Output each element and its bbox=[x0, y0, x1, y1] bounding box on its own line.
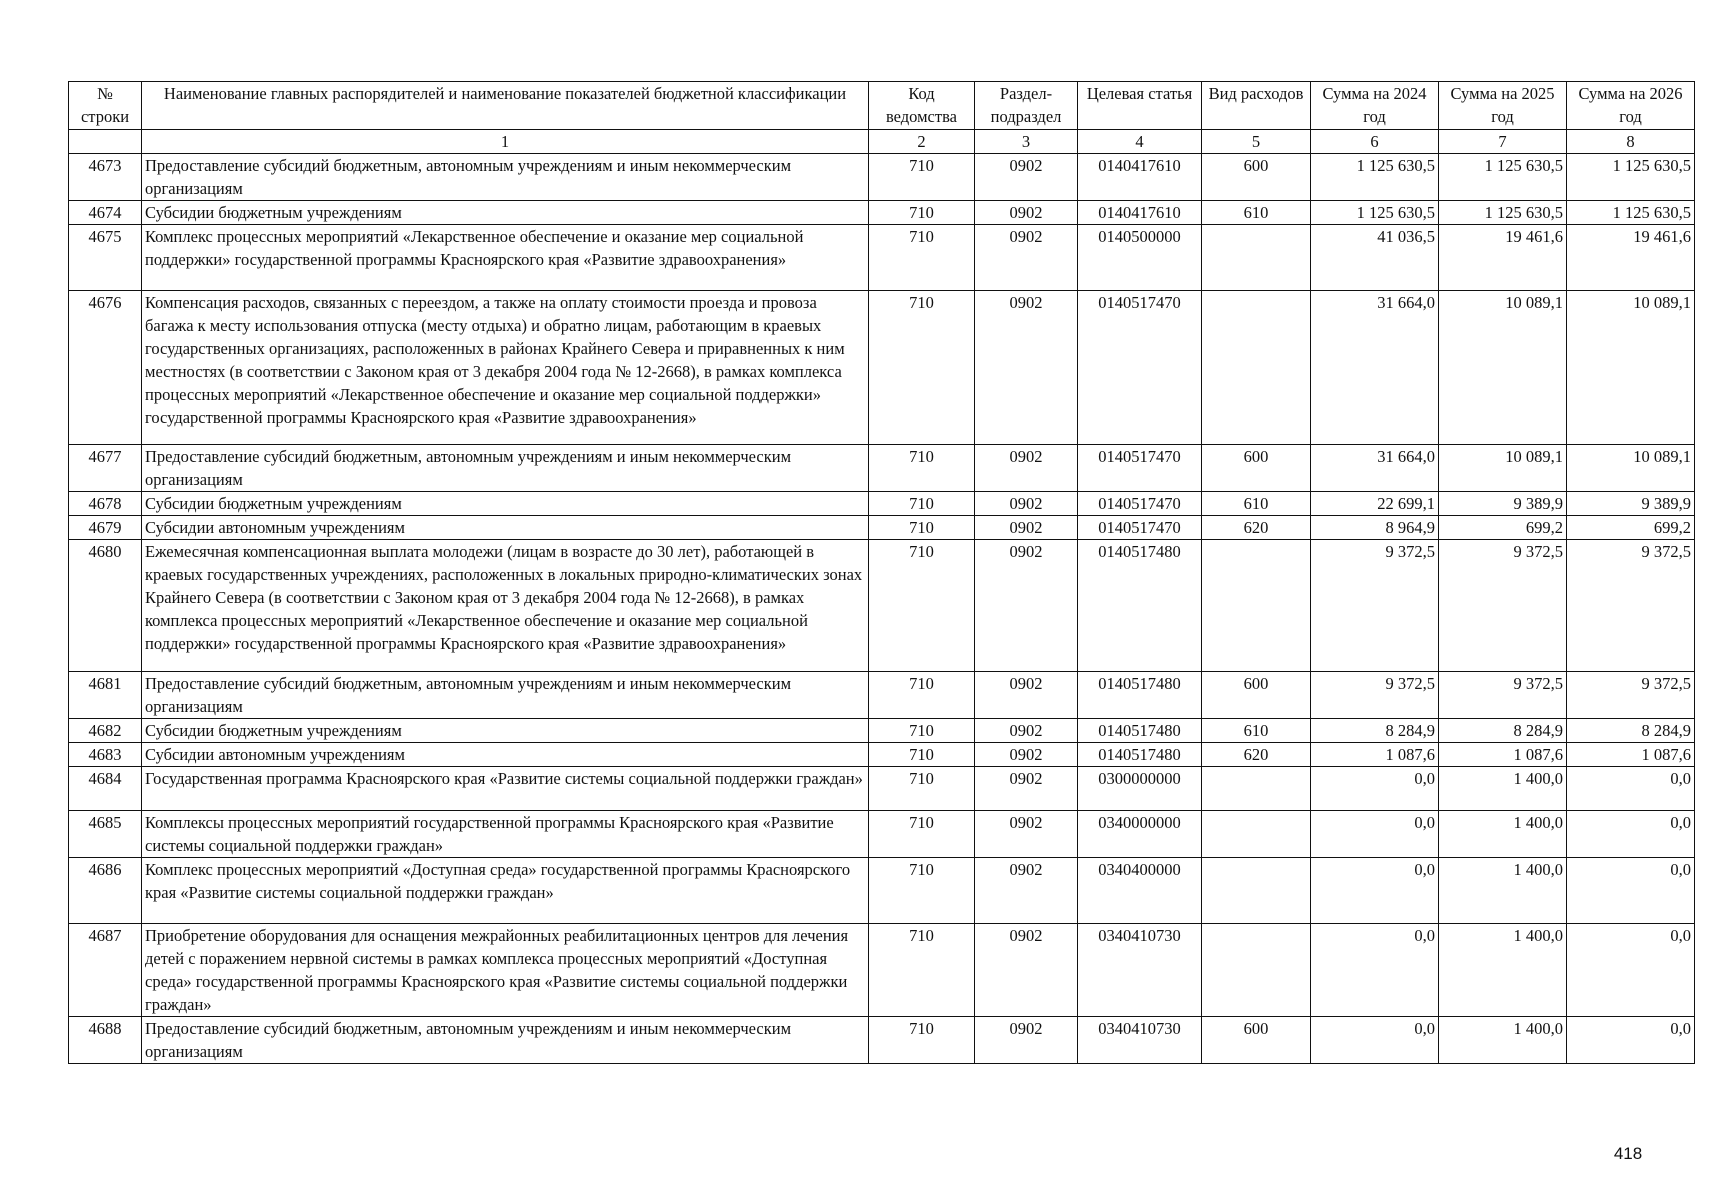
row-number: 4673 bbox=[69, 154, 142, 201]
row-section: 0902 bbox=[975, 743, 1078, 767]
row-name: Ежемесячная компенсационная выплата молодежи (лицам в возрасте до 30 лет), работающей в краевых государственных учреждениях, расположенных в локальных природно-климатических зонах Крайнего Севера (в соответствии с Законом края от 3 декабря 2004 года № 12-2668), в рамках комплекса процессных мероприятий «Лекарственное обеспечение и оказание мер социальной поддержки» государственной программы Красноярского края «Развитие здравоохранения» bbox=[142, 540, 869, 672]
budget-table bbox=[68, 81, 1695, 1064]
row-department-code: 710 bbox=[869, 924, 975, 1017]
page-number: 418 bbox=[1613, 1144, 1643, 1163]
row-name: Предоставление субсидий бюджетным, автономным учреждениям и иным некоммерческим организациям bbox=[142, 672, 869, 719]
row-name: Предоставление субсидий бюджетным, автономным учреждениям и иным некоммерческим организациям bbox=[142, 1017, 869, 1064]
row-target-article: 0140417610 bbox=[1078, 201, 1202, 225]
column-number: 3 bbox=[975, 130, 1078, 154]
row-section: 0902 bbox=[975, 811, 1078, 858]
table-row bbox=[69, 291, 1695, 445]
row-sum-2026: 0,0 bbox=[1567, 924, 1695, 1017]
row-number: 4683 bbox=[69, 743, 142, 767]
row-sum-2024: 22 699,1 bbox=[1311, 492, 1439, 516]
row-sum-2025: 8 284,9 bbox=[1439, 719, 1567, 743]
row-department-code: 710 bbox=[869, 672, 975, 719]
row-name: Комплекс процессных мероприятий «Лекарственное обеспечение и оказание мер социальной поддержки» государственной программы Красноярского края «Развитие здравоохранения» bbox=[142, 225, 869, 291]
row-target-article: 0140417610 bbox=[1078, 154, 1202, 201]
row-section: 0902 bbox=[975, 672, 1078, 719]
row-sum-2025: 1 400,0 bbox=[1439, 811, 1567, 858]
row-number: 4687 bbox=[69, 924, 142, 1017]
row-target-article: 0140517480 bbox=[1078, 672, 1202, 719]
row-sum-2026: 0,0 bbox=[1567, 811, 1695, 858]
header-name: Наименование главных распорядителей и наименование показателей бюджетной классификации bbox=[142, 82, 869, 130]
row-sum-2025: 1 125 630,5 bbox=[1439, 201, 1567, 225]
row-sum-2026: 1 087,6 bbox=[1567, 743, 1695, 767]
row-expense-type: 610 bbox=[1202, 492, 1311, 516]
row-number: 4676 bbox=[69, 291, 142, 445]
row-sum-2024: 9 372,5 bbox=[1311, 672, 1439, 719]
row-number: 4675 bbox=[69, 225, 142, 291]
column-number: 7 bbox=[1439, 130, 1567, 154]
header-code: Код ведомства bbox=[869, 82, 975, 130]
row-expense-type: 600 bbox=[1202, 1017, 1311, 1064]
row-target-article: 0340410730 bbox=[1078, 924, 1202, 1017]
table-row bbox=[69, 540, 1695, 672]
row-sum-2025: 1 087,6 bbox=[1439, 743, 1567, 767]
row-department-code: 710 bbox=[869, 540, 975, 672]
row-sum-2024: 0,0 bbox=[1311, 924, 1439, 1017]
row-department-code: 710 bbox=[869, 291, 975, 445]
row-target-article: 0340000000 bbox=[1078, 811, 1202, 858]
row-sum-2024: 31 664,0 bbox=[1311, 291, 1439, 445]
row-sum-2026: 19 461,6 bbox=[1567, 225, 1695, 291]
row-section: 0902 bbox=[975, 858, 1078, 924]
row-department-code: 710 bbox=[869, 1017, 975, 1064]
column-number: 1 bbox=[142, 130, 869, 154]
row-section: 0902 bbox=[975, 516, 1078, 540]
row-sum-2024: 0,0 bbox=[1311, 1017, 1439, 1064]
table-row bbox=[69, 672, 1695, 719]
column-number: 4 bbox=[1078, 130, 1202, 154]
row-section: 0902 bbox=[975, 492, 1078, 516]
table-row bbox=[69, 858, 1695, 924]
row-sum-2026: 8 284,9 bbox=[1567, 719, 1695, 743]
column-number: 5 bbox=[1202, 130, 1311, 154]
row-sum-2025: 1 400,0 bbox=[1439, 1017, 1567, 1064]
row-sum-2024: 41 036,5 bbox=[1311, 225, 1439, 291]
row-number: 4684 bbox=[69, 767, 142, 811]
header-section: Раздел-подраздел bbox=[975, 82, 1078, 130]
row-department-code: 710 bbox=[869, 225, 975, 291]
row-expense-type bbox=[1202, 767, 1311, 811]
header-target: Целевая статья bbox=[1078, 82, 1202, 130]
row-name: Субсидии бюджетным учреждениям bbox=[142, 492, 869, 516]
row-sum-2026: 10 089,1 bbox=[1567, 291, 1695, 445]
column-number: 6 bbox=[1311, 130, 1439, 154]
row-name: Приобретение оборудования для оснащения межрайонных реабилитационных центров для лечения детей с поражением нервной системы в рамках комплекса процессных мероприятий «Доступная среда» государственной программы Красноярского края «Развитие системы социальной поддержки граждан» bbox=[142, 924, 869, 1017]
row-target-article: 0140517470 bbox=[1078, 445, 1202, 492]
row-sum-2024: 0,0 bbox=[1311, 811, 1439, 858]
row-number: 4680 bbox=[69, 540, 142, 672]
row-sum-2026: 10 089,1 bbox=[1567, 445, 1695, 492]
row-number: 4677 bbox=[69, 445, 142, 492]
row-sum-2026: 9 389,9 bbox=[1567, 492, 1695, 516]
row-target-article: 0140517480 bbox=[1078, 540, 1202, 672]
header-sum2026: Сумма на 2026 год bbox=[1567, 82, 1695, 130]
row-number: 4682 bbox=[69, 719, 142, 743]
row-sum-2025: 9 372,5 bbox=[1439, 540, 1567, 672]
row-expense-type bbox=[1202, 811, 1311, 858]
row-sum-2026: 9 372,5 bbox=[1567, 540, 1695, 672]
row-expense-type bbox=[1202, 540, 1311, 672]
row-department-code: 710 bbox=[869, 743, 975, 767]
row-target-article: 0140517470 bbox=[1078, 492, 1202, 516]
table-row bbox=[69, 225, 1695, 291]
row-expense-type: 610 bbox=[1202, 719, 1311, 743]
row-department-code: 710 bbox=[869, 154, 975, 201]
row-name: Компенсация расходов, связанных с переездом, а также на оплату стоимости проезда и провоза багажа к месту использования отпуска (месту отдыха) и обратно лицам, работающим в краевых государственных организациях, расположенных в районах Крайнего Севера и приравненных к ним местностях (в соответствии с Законом края от 3 декабря 2004 года № 12-2668), в рамках комплекса процессных мероприятий «Лекарственное обеспечение и оказание мер социальной поддержки» государственной программы Красноярского края «Развитие здравоохранения» bbox=[142, 291, 869, 445]
row-sum-2025: 9 372,5 bbox=[1439, 672, 1567, 719]
row-number: 4681 bbox=[69, 672, 142, 719]
row-expense-type: 620 bbox=[1202, 743, 1311, 767]
row-name: Субсидии бюджетным учреждениям bbox=[142, 201, 869, 225]
row-name: Субсидии автономным учреждениям bbox=[142, 516, 869, 540]
header-sum2025: Сумма на 2025 год bbox=[1439, 82, 1567, 130]
column-number-blank bbox=[69, 130, 142, 154]
budget-table-container bbox=[68, 81, 1695, 1064]
row-expense-type: 610 bbox=[1202, 201, 1311, 225]
row-sum-2024: 1 087,6 bbox=[1311, 743, 1439, 767]
row-sum-2025: 9 389,9 bbox=[1439, 492, 1567, 516]
row-section: 0902 bbox=[975, 540, 1078, 672]
row-number: 4688 bbox=[69, 1017, 142, 1064]
row-sum-2024: 1 125 630,5 bbox=[1311, 201, 1439, 225]
row-sum-2026: 699,2 bbox=[1567, 516, 1695, 540]
row-expense-type bbox=[1202, 924, 1311, 1017]
row-sum-2026: 0,0 bbox=[1567, 767, 1695, 811]
row-name: Государственная программа Красноярского края «Развитие системы социальной поддержки граждан» bbox=[142, 767, 869, 811]
table-row bbox=[69, 719, 1695, 743]
row-department-code: 710 bbox=[869, 719, 975, 743]
row-name: Предоставление субсидий бюджетным, автономным учреждениям и иным некоммерческим организациям bbox=[142, 445, 869, 492]
row-target-article: 0140517470 bbox=[1078, 291, 1202, 445]
row-sum-2024: 8 284,9 bbox=[1311, 719, 1439, 743]
row-department-code: 710 bbox=[869, 516, 975, 540]
row-sum-2025: 10 089,1 bbox=[1439, 291, 1567, 445]
row-expense-type: 600 bbox=[1202, 445, 1311, 492]
row-target-article: 0140517480 bbox=[1078, 743, 1202, 767]
row-sum-2026: 0,0 bbox=[1567, 858, 1695, 924]
header-row bbox=[69, 82, 1695, 130]
table-row bbox=[69, 154, 1695, 201]
row-name: Предоставление субсидий бюджетным, автономным учреждениям и иным некоммерческим организациям bbox=[142, 154, 869, 201]
row-target-article: 0340400000 bbox=[1078, 858, 1202, 924]
row-sum-2024: 9 372,5 bbox=[1311, 540, 1439, 672]
row-sum-2025: 10 089,1 bbox=[1439, 445, 1567, 492]
column-number: 8 bbox=[1567, 130, 1695, 154]
row-section: 0902 bbox=[975, 1017, 1078, 1064]
row-section: 0902 bbox=[975, 924, 1078, 1017]
row-sum-2024: 0,0 bbox=[1311, 858, 1439, 924]
row-target-article: 0140500000 bbox=[1078, 225, 1202, 291]
row-name: Комплекс процессных мероприятий «Доступная среда» государственной программы Красноярского края «Развитие системы социальной поддержки граждан» bbox=[142, 858, 869, 924]
row-sum-2024: 31 664,0 bbox=[1311, 445, 1439, 492]
table-row bbox=[69, 201, 1695, 225]
row-department-code: 710 bbox=[869, 492, 975, 516]
row-sum-2026: 1 125 630,5 bbox=[1567, 154, 1695, 201]
table-row bbox=[69, 1017, 1695, 1064]
row-department-code: 710 bbox=[869, 811, 975, 858]
row-sum-2025: 19 461,6 bbox=[1439, 225, 1567, 291]
header-sum2024: Сумма на 2024 год bbox=[1311, 82, 1439, 130]
table-row bbox=[69, 767, 1695, 811]
row-sum-2026: 1 125 630,5 bbox=[1567, 201, 1695, 225]
row-sum-2025: 1 400,0 bbox=[1439, 924, 1567, 1017]
row-section: 0902 bbox=[975, 767, 1078, 811]
row-sum-2025: 1 125 630,5 bbox=[1439, 154, 1567, 201]
row-sum-2025: 1 400,0 bbox=[1439, 767, 1567, 811]
table-row bbox=[69, 811, 1695, 858]
row-target-article: 0340410730 bbox=[1078, 1017, 1202, 1064]
row-number: 4674 bbox=[69, 201, 142, 225]
table-row bbox=[69, 445, 1695, 492]
table-row bbox=[69, 924, 1695, 1017]
column-number: 2 bbox=[869, 130, 975, 154]
row-target-article: 0140517480 bbox=[1078, 719, 1202, 743]
row-sum-2026: 9 372,5 bbox=[1567, 672, 1695, 719]
row-sum-2024: 1 125 630,5 bbox=[1311, 154, 1439, 201]
row-department-code: 710 bbox=[869, 767, 975, 811]
row-number: 4686 bbox=[69, 858, 142, 924]
row-target-article: 0140517470 bbox=[1078, 516, 1202, 540]
row-expense-type bbox=[1202, 225, 1311, 291]
row-department-code: 710 bbox=[869, 201, 975, 225]
row-name: Комплексы процессных мероприятий государственной программы Красноярского края «Развитие системы социальной поддержки граждан» bbox=[142, 811, 869, 858]
row-target-article: 0300000000 bbox=[1078, 767, 1202, 811]
table-row bbox=[69, 743, 1695, 767]
row-section: 0902 bbox=[975, 201, 1078, 225]
row-sum-2024: 0,0 bbox=[1311, 767, 1439, 811]
row-sum-2024: 8 964,9 bbox=[1311, 516, 1439, 540]
header-num: № строки bbox=[69, 82, 142, 130]
row-sum-2026: 0,0 bbox=[1567, 1017, 1695, 1064]
row-section: 0902 bbox=[975, 225, 1078, 291]
row-expense-type: 600 bbox=[1202, 154, 1311, 201]
row-expense-type: 620 bbox=[1202, 516, 1311, 540]
row-name: Субсидии бюджетным учреждениям bbox=[142, 719, 869, 743]
table-row bbox=[69, 516, 1695, 540]
row-section: 0902 bbox=[975, 154, 1078, 201]
row-expense-type bbox=[1202, 291, 1311, 445]
row-section: 0902 bbox=[975, 291, 1078, 445]
row-expense-type bbox=[1202, 858, 1311, 924]
row-section: 0902 bbox=[975, 719, 1078, 743]
row-department-code: 710 bbox=[869, 445, 975, 492]
header-type: Вид расходов bbox=[1202, 82, 1311, 130]
table-row bbox=[69, 492, 1695, 516]
row-sum-2025: 1 400,0 bbox=[1439, 858, 1567, 924]
row-number: 4678 bbox=[69, 492, 142, 516]
row-number: 4679 bbox=[69, 516, 142, 540]
row-sum-2025: 699,2 bbox=[1439, 516, 1567, 540]
row-section: 0902 bbox=[975, 445, 1078, 492]
row-department-code: 710 bbox=[869, 858, 975, 924]
row-name: Субсидии автономным учреждениям bbox=[142, 743, 869, 767]
column-numbers-row bbox=[69, 130, 1695, 154]
row-number: 4685 bbox=[69, 811, 142, 858]
row-expense-type: 600 bbox=[1202, 672, 1311, 719]
